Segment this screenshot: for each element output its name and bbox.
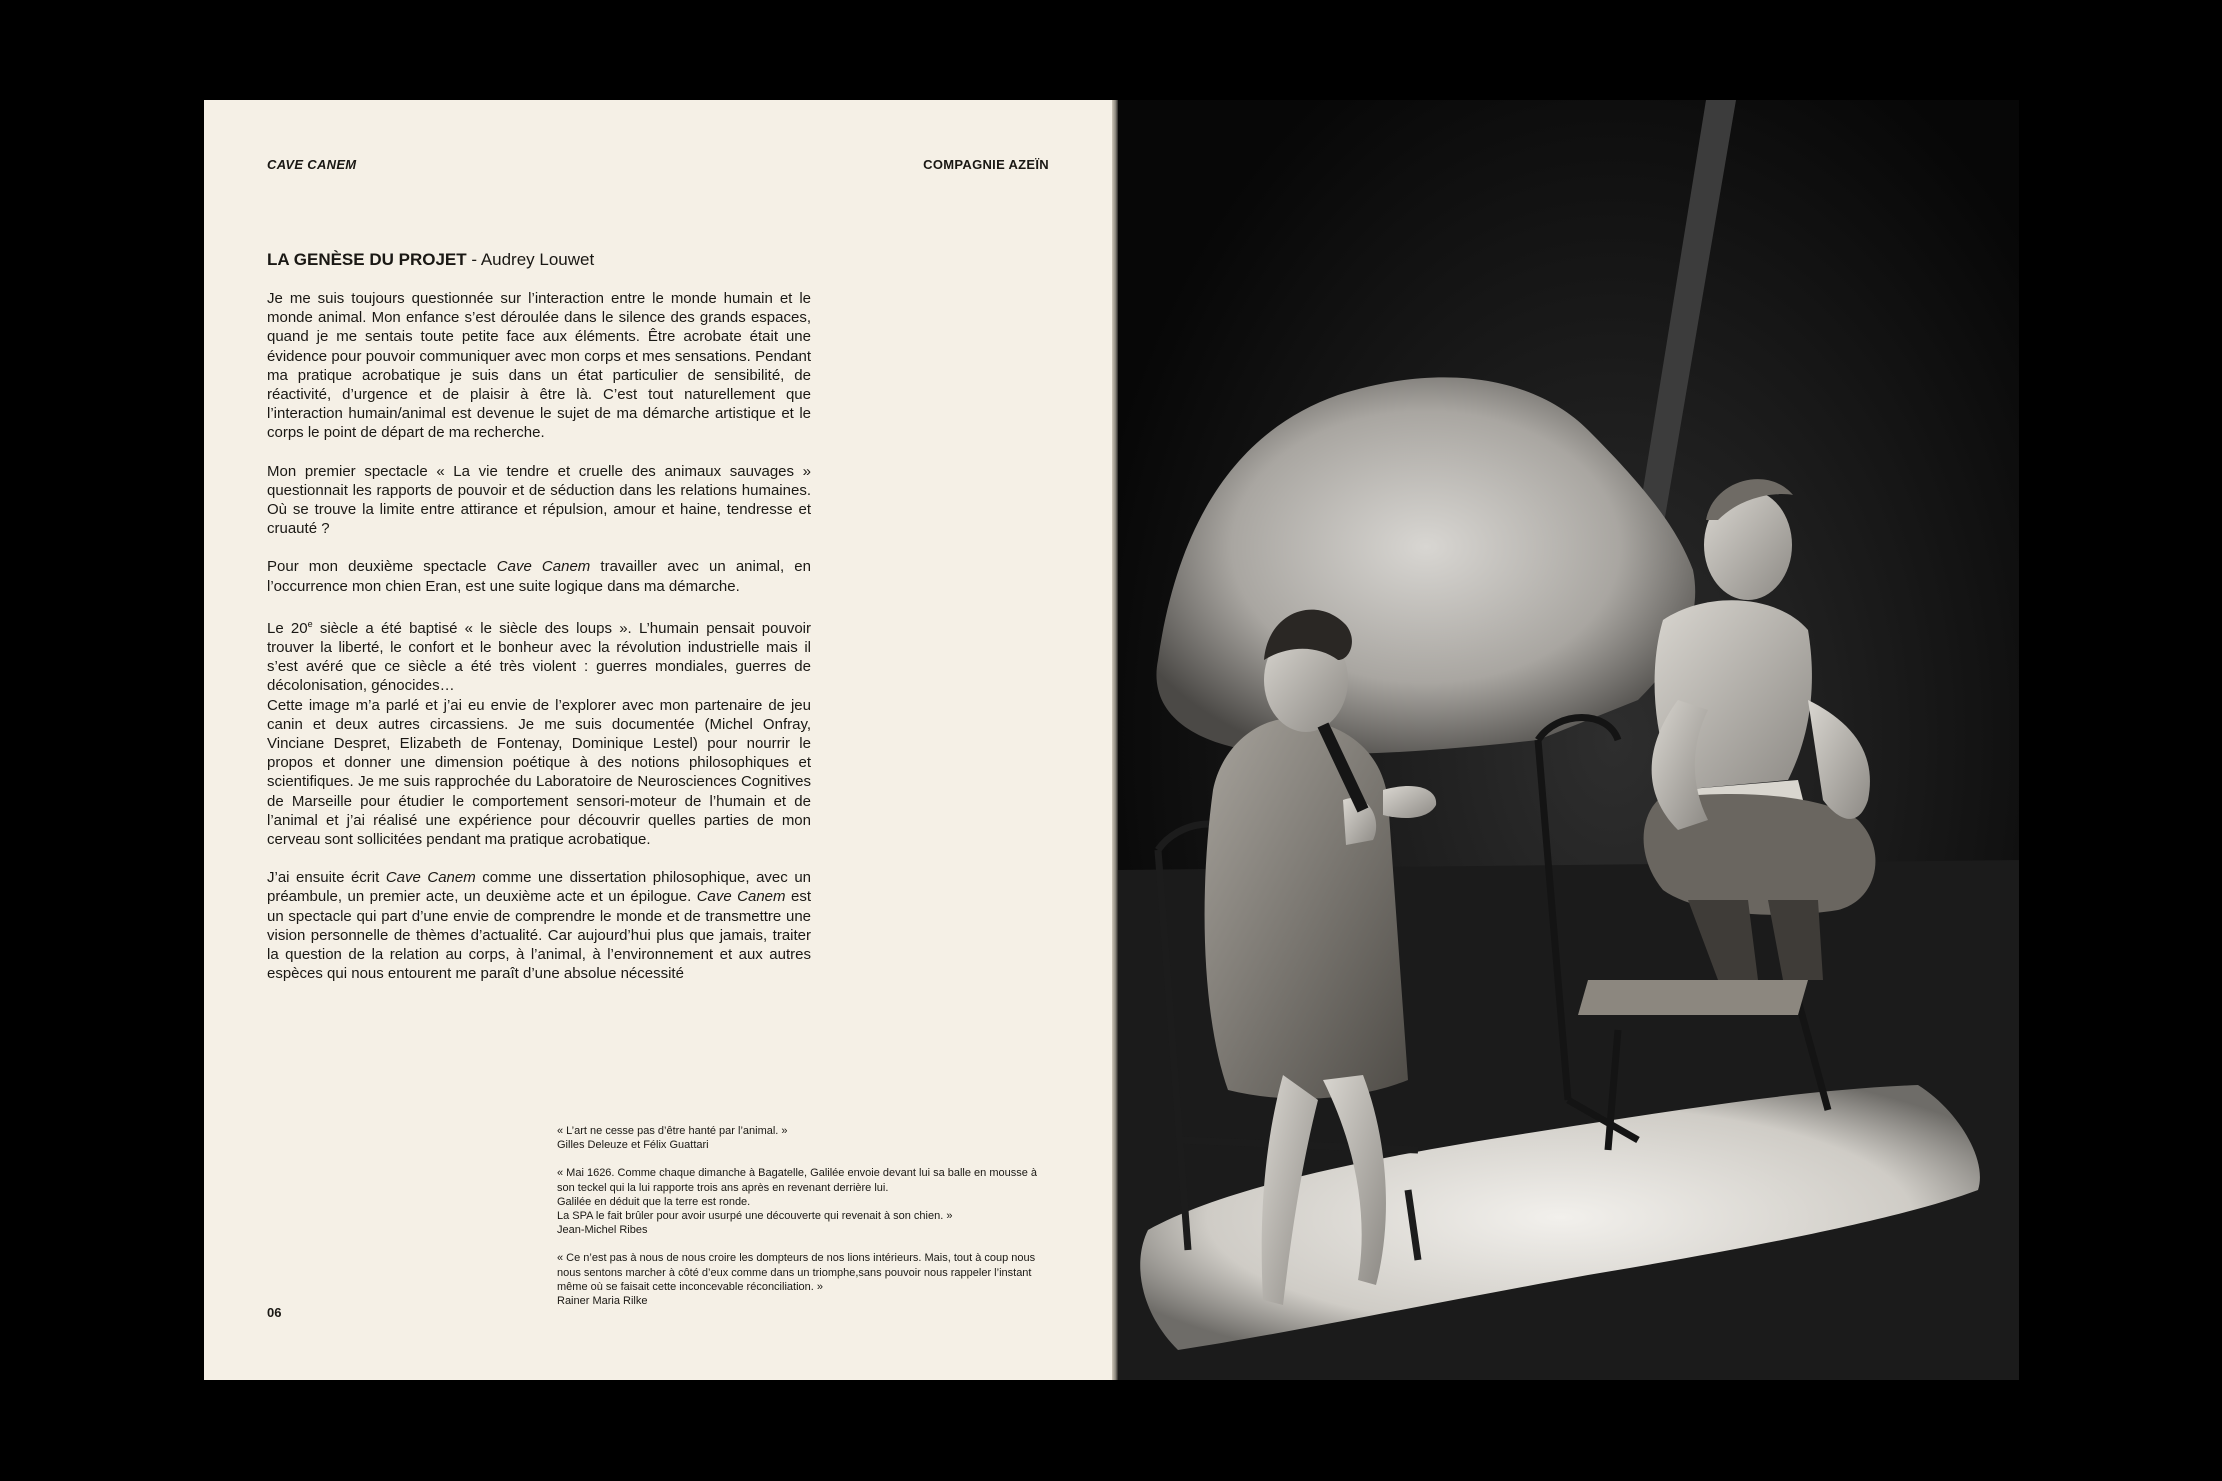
paragraph-1: Je me suis toujours questionnée sur l’interaction entre le monde humain et le monde animal. Mon enfance s’est déroulée dans le silence des grands espaces, quand je me sentais toute petite face aux éléments. Être acrobate était une évidence pour pouvoir communiquer avec mon corps et mes sensations. Pendant ma pratique acrobatique je suis dans un état particulier de sensibilité, de réactivité, d’urgence et de plaisir à être là. C’est tout naturellement que l’interaction humain/animal est devenue le sujet de ma démarche artistique et le corps le point de départ de ma recherche. [267, 290, 811, 442]
quote-block [557, 1166, 1057, 1237]
quote-line: Galilée en déduit que la terre est ronde. [557, 1195, 751, 1208]
heading-author: Audrey Louwet [480, 250, 595, 269]
quote-author: Jean-Michel Ribes [557, 1224, 648, 1237]
paragraph-3 [267, 557, 811, 595]
quote-block [557, 1251, 1057, 1308]
paragraph-5: Cette image m’a parlé et j’ai eu envie de l’explorer avec mon partenaire de jeu canin et deux autres circassiens. Je me suis documentée (Michel Onfray, Vinciane Despret, Elizabeth de Fontenay, Dominique Lestel) pour nourrir le propos et donner une dimension poétique à des notions philosophiques et scientifiques. Je me suis rapprochée du Laboratoire de Neurosciences Cognitives de Marseille pour étudier le comportement sensori-moteur de l’humain et de l’animal et j’ai réalisé une expérience pour découvrir quelles parties de mon cerveau sont sollicitées pendant ma pratique acrobatique. [267, 696, 811, 849]
epigraph-quotes [557, 1124, 1057, 1322]
paragraph-6 [267, 868, 811, 983]
quote-author: Rainer Maria Rilke [557, 1295, 648, 1308]
paragraph-2: Mon premier spectacle « La vie tendre et cruelle des animaux sauvages » questionnait les rapports de pouvoir et de séduction dans les relations humaines. Où se trouve la limite entre attirance et répulsion, amour et haine, tendresse et cruauté ? [267, 462, 811, 538]
quote-line: La SPA le fait brûler pour avoir usurpé une découverte qui revenait à son chien. » [557, 1210, 953, 1223]
text-run: travailler avec un animal, en l’occurrence mon chien Eran, est une suite logique dans ma démarche. [267, 558, 811, 595]
text-run: comme une dissertation philosophique, avec un préambule, un premier acte, un deuxième acte et un épilogue. [267, 869, 811, 906]
superscript: e [307, 618, 313, 629]
text-run: siècle a été baptisé « le siècle des loups ». L’humain pensait pouvoir trouver la liberté, le confort et le bonheur avec la révolution industrielle mais il s’est avéré que ce siècle a été très violent : guerres mondiales, guerres de décolonisation, génocides… [267, 619, 812, 695]
text-run: Le 20 [267, 619, 308, 637]
right-page-photo [1118, 100, 2019, 1380]
left-page [204, 100, 1112, 1380]
running-header-company: COMPAGNIE AZEÏN [923, 157, 1049, 172]
quote-line: « Ce n’est pas à nous de nous croire les dompteurs de nos lions intérieurs. Mais, tout à coup nous nous sentons marcher à côté d’eux comme dans un triomphe,sans pouvoir nous rappeler l’instant même où se faisait cette inconcevable réconciliation. » [557, 1252, 1036, 1293]
quote-line: « L’art ne cesse pas d’être hanté par l’animal. » [557, 1125, 788, 1137]
heading-separator: - [466, 250, 481, 269]
paragraph-4 [267, 615, 811, 696]
italic-title: Cave Canem [496, 558, 591, 576]
body-text [267, 289, 811, 1003]
text-run: Pour mon deuxième spectacle [267, 558, 497, 576]
book-spread [204, 100, 2019, 1380]
stage-photograph [1118, 100, 2019, 1380]
quote-block [557, 1124, 1057, 1152]
running-header-title: CAVE CANEM [267, 157, 357, 172]
italic-title: Cave Canem [385, 869, 476, 887]
text-run: J’ai ensuite écrit [267, 869, 386, 887]
text-run: est un spectacle qui part d’une envie de comprendre le monde et de transmettre une vision personnelle de thèmes d’actualité. Car aujourd’hui plus que jamais, traiter la question de la relation au corps, à l’animal, à l’environnement et aux autres espèces qui nous entourent me paraît d’une absolue nécessité [267, 888, 811, 983]
section-title: LA GENÈSE DU PROJET [267, 250, 467, 269]
page-number: 06 [267, 1305, 282, 1320]
section-heading [267, 250, 594, 270]
quote-author: Gilles Deleuze et Félix Guattari [557, 1139, 709, 1152]
italic-title: Cave Canem [696, 888, 786, 906]
quote-line: « Mai 1626. Comme chaque dimanche à Bagatelle, Galilée envoie devant lui sa balle en mousse à son teckel qui la lui rapporte trois ans après en revenant derrière lui. [557, 1167, 1038, 1194]
